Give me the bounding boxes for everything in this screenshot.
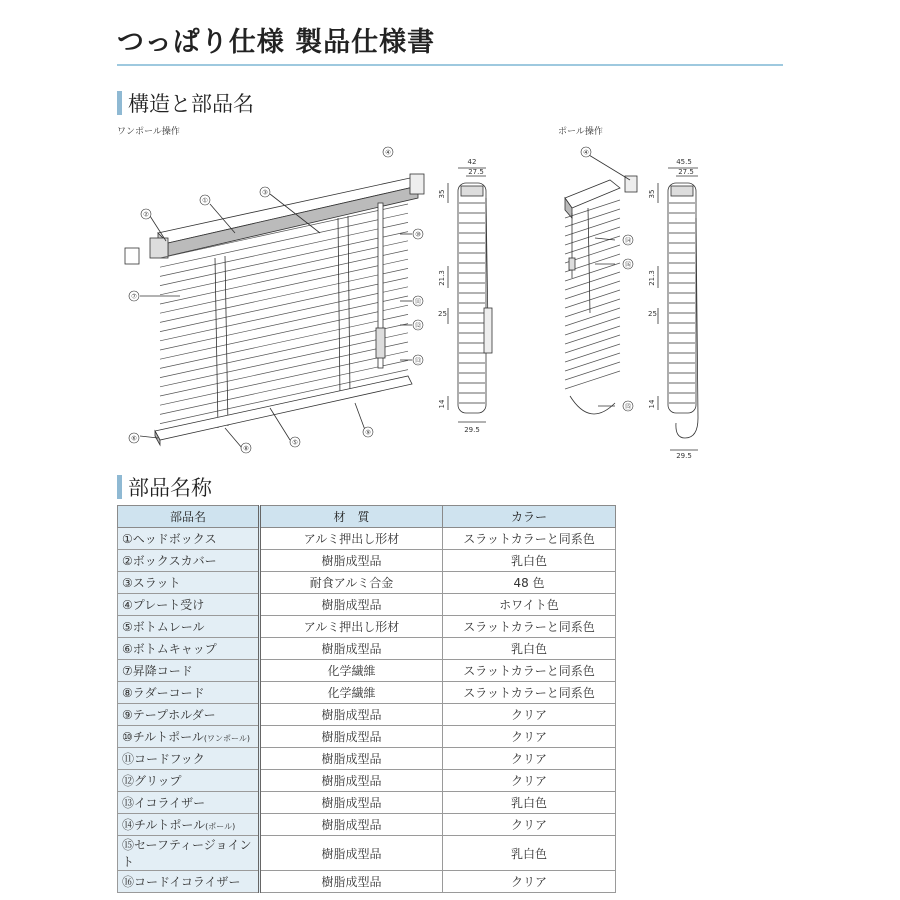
color-cell-text: スラットカラーと同系色 bbox=[463, 664, 595, 678]
part-name-cell-text: ⑮セーフティージョイント bbox=[122, 838, 252, 869]
color-cell bbox=[443, 572, 616, 594]
callout-8: ⑧ bbox=[243, 444, 249, 453]
part-name-cell-text: ⑦昇降コード bbox=[122, 664, 193, 678]
section-heading-structure bbox=[117, 88, 254, 118]
slat bbox=[565, 281, 620, 299]
part-name-cell bbox=[118, 704, 260, 726]
color-cell bbox=[443, 792, 616, 814]
slat bbox=[565, 317, 620, 335]
page-title: つっぱり仕様 製品仕様書 bbox=[117, 27, 436, 58]
table-row bbox=[118, 792, 616, 814]
part-name-cell-text: ①ヘッドボックス bbox=[122, 532, 217, 546]
slat bbox=[565, 371, 620, 389]
parts-table-body bbox=[118, 528, 616, 893]
table-row bbox=[118, 638, 616, 660]
part-name-cell-text: ⑯コードイコライザー bbox=[122, 875, 241, 889]
color-cell bbox=[443, 528, 616, 550]
callout-11: ⑪ bbox=[414, 297, 422, 306]
part-name-cell-text: ⑫グリップ bbox=[122, 774, 182, 788]
material-cell bbox=[260, 704, 443, 726]
slat bbox=[160, 287, 408, 341]
material-cell-text: 樹脂成型品 bbox=[321, 818, 382, 832]
material-cell-text: 樹脂成型品 bbox=[321, 642, 382, 656]
table-row bbox=[118, 871, 616, 893]
dim-right-bottom-width: 29.5 bbox=[676, 452, 692, 460]
color-cell-text: スラットカラーと同系色 bbox=[463, 686, 595, 700]
color-cell-text: クリア bbox=[510, 752, 547, 766]
slat bbox=[565, 353, 620, 371]
slat bbox=[565, 218, 620, 236]
part-name-cell-text: ②ボックスカバー bbox=[122, 554, 217, 568]
slat bbox=[160, 324, 408, 378]
part-name-cell-text: ⑧ラダーコード bbox=[122, 686, 205, 700]
callout-15: ⑮ bbox=[624, 402, 632, 411]
dim-right-25: 25 bbox=[648, 310, 657, 318]
color-cell-text: 乳白色 bbox=[510, 642, 547, 656]
part-name-cell bbox=[118, 748, 260, 770]
part-name-cell-text: ④プレート受け bbox=[122, 598, 205, 612]
part-name-cell bbox=[118, 836, 260, 871]
table-row bbox=[118, 550, 616, 572]
callout-1: ① bbox=[202, 196, 208, 205]
left-side-section bbox=[448, 168, 492, 422]
section-heading-text: 部品名称 bbox=[128, 476, 212, 500]
slat bbox=[160, 351, 408, 405]
title-rule bbox=[117, 64, 783, 66]
material-cell bbox=[260, 638, 443, 660]
table-row bbox=[118, 572, 616, 594]
color-cell bbox=[443, 638, 616, 660]
callout-13: ⑬ bbox=[414, 356, 422, 365]
right-side-section bbox=[658, 168, 698, 450]
material-cell-text: 樹脂成型品 bbox=[321, 708, 382, 722]
callout-5: ⑤ bbox=[292, 438, 298, 447]
material-cell-text: 樹脂成型品 bbox=[321, 554, 382, 568]
dim-right-mid-width: 27.5 bbox=[678, 168, 694, 176]
material-cell bbox=[260, 748, 443, 770]
material-cell-text: 樹脂成型品 bbox=[321, 598, 382, 612]
dim-left-21: 21.3 bbox=[438, 270, 446, 286]
slat bbox=[565, 308, 620, 326]
table-row bbox=[118, 748, 616, 770]
part-name-cell-text: ⑬イコライザー bbox=[122, 796, 206, 810]
color-cell bbox=[443, 836, 616, 871]
color-cell-text: クリア bbox=[510, 730, 547, 744]
part-name-suffix: (ワンポール) bbox=[203, 734, 251, 743]
table-row bbox=[118, 814, 616, 836]
material-cell bbox=[260, 871, 443, 893]
blind-structure-diagram bbox=[110, 138, 710, 468]
slat bbox=[160, 250, 408, 304]
dim-left-mid-width: 27.5 bbox=[468, 168, 484, 176]
part-name-cell-text: ⑨テープホルダー bbox=[122, 708, 216, 722]
slat bbox=[160, 370, 408, 424]
part-name-cell bbox=[118, 660, 260, 682]
material-cell-text: 樹脂成型品 bbox=[321, 875, 382, 889]
part-name-suffix: (ポール) bbox=[205, 822, 236, 831]
callout-6: ⑥ bbox=[131, 434, 137, 443]
callout-12: ⑫ bbox=[414, 321, 422, 330]
dim-left-25: 25 bbox=[438, 310, 447, 318]
color-cell-text: ホワイト色 bbox=[499, 598, 559, 612]
slat bbox=[565, 344, 620, 362]
material-cell bbox=[260, 792, 443, 814]
material-cell bbox=[260, 682, 443, 704]
part-name-cell bbox=[118, 550, 260, 572]
table-row bbox=[118, 660, 616, 682]
material-cell-text: 樹脂成型品 bbox=[321, 796, 382, 810]
pole-label: ポール操作 bbox=[558, 127, 603, 137]
material-cell-text: 樹脂成型品 bbox=[321, 846, 382, 861]
part-name-cell bbox=[118, 682, 260, 704]
slat bbox=[565, 362, 620, 380]
table-row bbox=[118, 594, 616, 616]
material-cell bbox=[260, 616, 443, 638]
part-name-cell bbox=[118, 871, 260, 893]
material-cell bbox=[260, 550, 443, 572]
heading-bar bbox=[117, 475, 122, 499]
callout-r-4: ④ bbox=[583, 148, 589, 157]
slat bbox=[565, 290, 620, 308]
slat bbox=[565, 335, 620, 353]
dim-right-14: 14 bbox=[648, 399, 656, 409]
material-cell-text: アルミ押出し形材 bbox=[303, 532, 400, 546]
part-name-cell bbox=[118, 594, 260, 616]
part-name-cell bbox=[118, 638, 260, 660]
color-cell bbox=[443, 814, 616, 836]
color-cell bbox=[443, 616, 616, 638]
slat bbox=[160, 278, 408, 332]
table-row bbox=[118, 616, 616, 638]
material-cell-text: 樹脂成型品 bbox=[321, 774, 382, 788]
column-header-color: カラー bbox=[443, 506, 616, 528]
dim-left-bottom-width: 29.5 bbox=[464, 426, 480, 434]
part-name-cell-text: ⑥ボトムキャップ bbox=[122, 642, 217, 656]
part-name-cell bbox=[118, 726, 260, 748]
table-row bbox=[118, 528, 616, 550]
color-cell bbox=[443, 726, 616, 748]
slat bbox=[160, 314, 408, 368]
slat bbox=[565, 209, 620, 227]
slat bbox=[565, 227, 620, 245]
material-cell-text: 化学繊維 bbox=[327, 664, 376, 678]
part-name-cell bbox=[118, 770, 260, 792]
color-cell bbox=[443, 871, 616, 893]
slat bbox=[565, 236, 620, 254]
material-cell bbox=[260, 594, 443, 616]
dim-right-top-height: 35 bbox=[648, 189, 656, 199]
material-cell-text: アルミ押出し形材 bbox=[303, 620, 400, 634]
dim-right-top-width: 45.5 bbox=[676, 158, 692, 166]
slat bbox=[160, 333, 408, 387]
part-name-cell bbox=[118, 572, 260, 594]
part-name-cell-text: ⑭チルトポール bbox=[122, 818, 206, 832]
table-header-row bbox=[118, 506, 616, 528]
table-row bbox=[118, 836, 616, 871]
callout-2: ② bbox=[143, 210, 149, 219]
material-cell-text: 樹脂成型品 bbox=[321, 752, 382, 766]
part-name-cell-text: ③スラット bbox=[122, 576, 181, 590]
part-name-cell-text: ⑩チルトポール bbox=[122, 730, 204, 744]
part-name-cell bbox=[118, 528, 260, 550]
material-cell-text: 化学繊維 bbox=[327, 686, 376, 700]
material-cell bbox=[260, 528, 443, 550]
color-cell bbox=[443, 660, 616, 682]
table-row bbox=[118, 704, 616, 726]
callout-4: ④ bbox=[385, 148, 391, 157]
callout-14: ⑭ bbox=[624, 236, 632, 245]
dim-right-21: 21.3 bbox=[648, 270, 656, 286]
color-cell bbox=[443, 682, 616, 704]
heading-bar bbox=[117, 91, 122, 115]
color-cell bbox=[443, 704, 616, 726]
color-cell-text: 48 色 bbox=[513, 576, 545, 590]
color-cell-text: クリア bbox=[510, 708, 547, 722]
table-row bbox=[118, 726, 616, 748]
slat bbox=[160, 296, 408, 350]
callout-16: ⑯ bbox=[624, 260, 632, 269]
dim-left-14: 14 bbox=[438, 399, 446, 409]
one-pole-label: ワンポール操作 bbox=[117, 127, 180, 137]
material-cell bbox=[260, 836, 443, 871]
part-name-cell-text: ⑪コードフック bbox=[122, 752, 205, 766]
material-cell bbox=[260, 572, 443, 594]
color-cell-text: 乳白色 bbox=[510, 554, 547, 568]
slat bbox=[565, 272, 620, 290]
section-heading-text: 構造と部品名 bbox=[128, 92, 254, 116]
color-cell-text: クリア bbox=[510, 875, 547, 889]
callout-10: ⑩ bbox=[415, 230, 421, 239]
color-cell-text: 乳白色 bbox=[510, 846, 547, 861]
color-cell-text: スラットカラーと同系色 bbox=[463, 620, 595, 634]
material-cell-text: 樹脂成型品 bbox=[321, 730, 382, 744]
callout-3: ③ bbox=[262, 188, 268, 197]
color-cell bbox=[443, 748, 616, 770]
slat bbox=[565, 326, 620, 344]
part-name-cell-text: ⑤ボトムレール bbox=[122, 620, 205, 634]
part-name-cell bbox=[118, 616, 260, 638]
column-header-material: 材 質 bbox=[260, 506, 443, 528]
slat bbox=[160, 268, 408, 322]
color-cell-text: スラットカラーと同系色 bbox=[463, 532, 595, 546]
color-cell bbox=[443, 550, 616, 572]
right-blind-drawing bbox=[565, 152, 637, 414]
color-cell bbox=[443, 770, 616, 792]
material-cell-text: 耐食アルミ合金 bbox=[309, 576, 394, 590]
color-cell-text: 乳白色 bbox=[510, 796, 547, 810]
material-cell bbox=[260, 726, 443, 748]
dim-left-top-height: 35 bbox=[438, 189, 446, 199]
material-cell bbox=[260, 770, 443, 792]
color-cell-text: クリア bbox=[510, 818, 547, 832]
material-cell bbox=[260, 814, 443, 836]
table-row bbox=[118, 770, 616, 792]
slat bbox=[160, 259, 408, 313]
section-heading-parts bbox=[117, 472, 212, 502]
parts-table bbox=[117, 505, 616, 893]
callout-7: ⑦ bbox=[131, 292, 137, 301]
column-header-part: 部品名 bbox=[118, 506, 260, 528]
table-row bbox=[118, 682, 616, 704]
material-cell bbox=[260, 660, 443, 682]
left-blind-drawing bbox=[125, 174, 424, 448]
color-cell bbox=[443, 594, 616, 616]
slat bbox=[160, 305, 408, 359]
dim-left-top-width: 42 bbox=[467, 158, 477, 166]
callout-9: ⑨ bbox=[365, 428, 371, 437]
slat bbox=[565, 299, 620, 317]
color-cell-text: クリア bbox=[510, 774, 547, 788]
part-name-cell bbox=[118, 792, 260, 814]
part-name-cell bbox=[118, 814, 260, 836]
